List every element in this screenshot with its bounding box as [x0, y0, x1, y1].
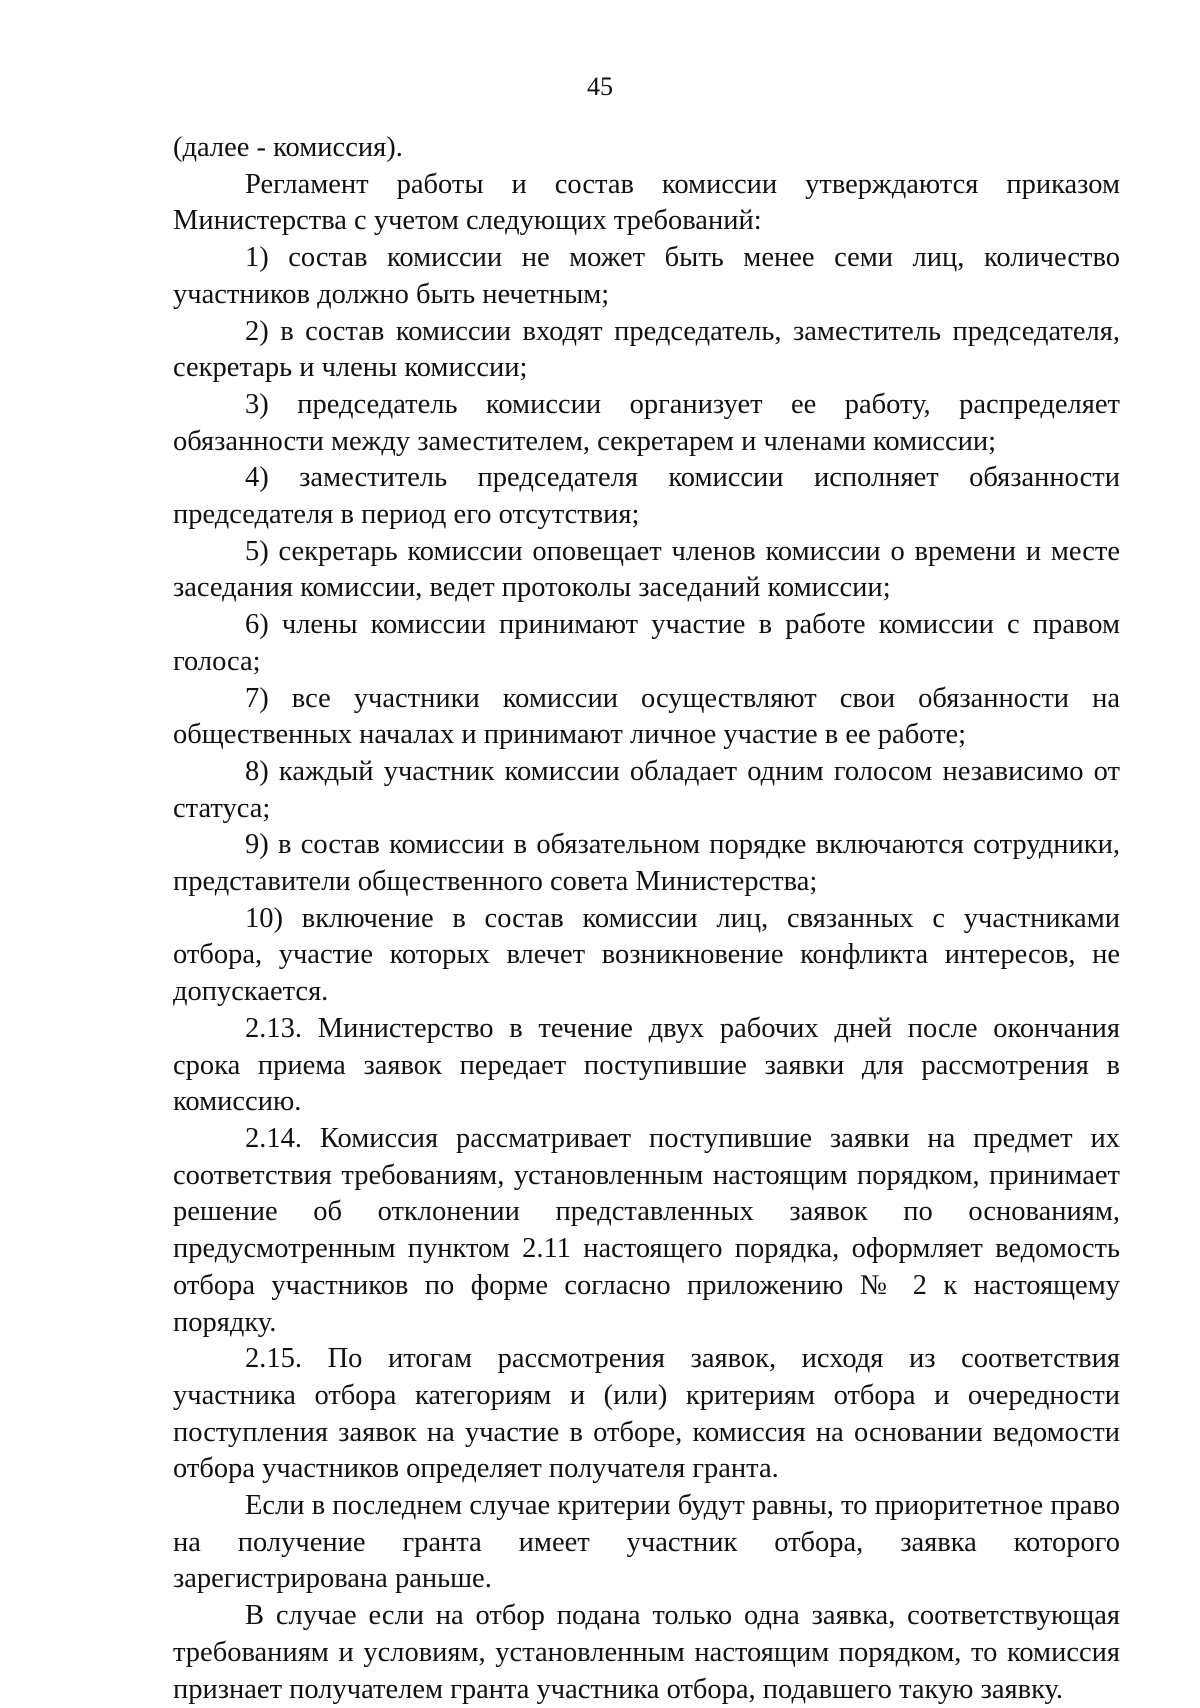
paragraph-commission-continuation: (далее - комиссия). — [173, 132, 403, 163]
document-body — [173, 130, 1120, 1708]
list-item-10: 10) включение в состав комиссии лиц, связанных с участниками отбора, участие которых влечет возникновение конфликта интересов, не допускается. — [173, 902, 1120, 1008]
list-item-8: 8) каждый участник комиссии обладает одним голосом независимо от статуса; — [173, 755, 1120, 824]
list-item-4: 4) заместитель председателя комиссии исполняет обязанности председателя в период его отсутствия; — [173, 462, 1120, 531]
paragraph-equal-criteria: Если в последнем случае критерии будут равны, то приоритетное право на получение гранта имеет участник отбора, заявка которого зарегистрирована раньше. — [173, 1490, 1120, 1595]
clause-2-13: 2.13. Министерство в течение двух рабочих дней после окончания срока приема заявок передает поступившие заявки для рассмотрения в комиссию. — [173, 1012, 1120, 1118]
list-item-5: 5) секретарь комиссии оповещает членов комиссии о времени и месте заседания комиссии, ведет протоколы заседаний комиссии; — [173, 535, 1120, 604]
list-item-3: 3) председатель комиссии организует ее работу, распределяет обязанности между заместителем, секретарем и членами комиссии; — [173, 388, 1120, 457]
page-number: 45 — [587, 72, 613, 101]
clause-2-15: 2.15. По итогам рассмотрения заявок, исходя из соответствия участника отбора категориям и (или) критериям отбора и очередности поступления заявок на участие в отборе, комиссия на основании ведомости отбора участников определяет получателя гранта. — [173, 1343, 1120, 1485]
paragraph-single-application: В случае если на отбор подана только одна заявка, соответствующая требованиям и условиям, установленным настоящим порядком, то комиссия признает получателем гранта участника отбора, подавшего такую заявку. — [173, 1600, 1120, 1705]
list-item-6: 6) члены комиссии принимают участие в работе комиссии с правом голоса; — [173, 609, 1120, 677]
list-item-2: 2) в состав комиссии входят председатель, заместитель председателя, секретарь и члены комиссии; — [173, 315, 1120, 384]
paragraph-regulation-intro: Регламент работы и состав комиссии утверждаются приказом Министерства с учетом следующих требований: — [173, 168, 1120, 237]
clause-2-14: 2.14. Комиссия рассматривает поступившие заявки на предмет их соответствия требованиям, установленным настоящим порядком, принимает решение об отклонении представленных заявок по основаниям, предусмотренным пунктом 2.11 настоящего порядка, оформляет ведомость отбора участников по форме согласно приложению № 2 к настоящему порядку. — [173, 1122, 1120, 1338]
list-item-7: 7) все участники комиссии осуществляют свои обязанности на общественных началах и принимают личное участие в ее работе; — [173, 682, 1120, 751]
list-item-9: 9) в состав комиссии в обязательном порядке включаются сотрудники, представители общественного совета Министерства; — [173, 829, 1120, 898]
list-item-1: 1) состав комиссии не может быть менее семи лиц, количество участников должно быть нечетным; — [173, 242, 1120, 310]
